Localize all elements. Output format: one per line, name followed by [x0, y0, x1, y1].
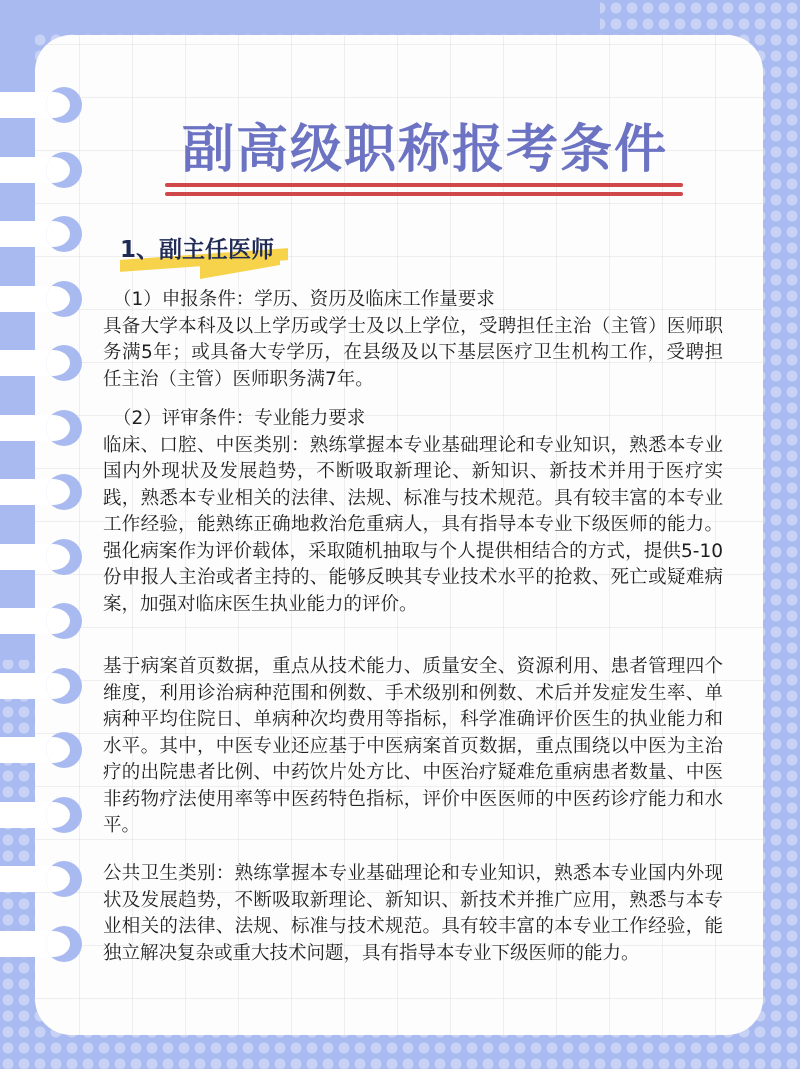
binder-ring: [0, 859, 90, 899]
crescent-ring-icon: [46, 410, 82, 446]
crescent-ring-icon: [46, 861, 82, 897]
binder-ring: [0, 666, 90, 706]
section-heading-text: 1、副主任医师: [120, 237, 275, 263]
binder-ring: [0, 150, 90, 190]
crescent-ring-icon: [46, 732, 82, 768]
crescent-ring-icon: [46, 926, 82, 962]
background-plain-area: [0, 0, 600, 30]
crescent-ring-icon: [46, 474, 82, 510]
binder-ring: [0, 924, 90, 964]
crescent-ring-icon: [46, 152, 82, 188]
crescent-ring-icon: [46, 539, 82, 575]
page-title: 副高级职称报考条件: [181, 120, 668, 180]
binder-ring: [0, 795, 90, 835]
binder-ring: [0, 279, 90, 319]
binder-ring: [0, 85, 90, 125]
crescent-ring-icon: [46, 603, 82, 639]
condition-subheading: （1）申报条件：学历、资历及临床工作量要求: [113, 289, 495, 310]
title-underline: [165, 183, 683, 187]
condition-block-1: [103, 287, 723, 393]
binder-ring: [0, 343, 90, 383]
binder-ring: [0, 537, 90, 577]
binder-ring: [0, 472, 90, 512]
binder-ring: [0, 214, 90, 254]
condition-paragraph: 公共卫生类别：熟练掌握本专业基础理论和专业知识，熟悉本专业国内外现状及发展趋势，不断吸取新理论、新知识、新技术并推广应用，熟悉与本专业相关的法律、法规、标准与技术规范。具有较丰富的本专业工作经验，能独立解决复杂或重大技术问题，具有指导本专业下级医师的能力。: [103, 863, 723, 964]
condition-paragraph: 基于病案首页数据，重点从技术能力、质量安全、资源利用、患者管理四个维度，利用诊治病种范围和例数、手术级别和例数、术后并发症发生率、单病种平均住院日、单病种次均费用等指标，科学准确评价医生的执业能力和水平。其中，中医专业还应基于中医病案首页数据，重点围绕以中医为主治疗的出院患者比例、中药饮片处方比、中医治疗疑难危重病患者数量、中医非药物疗法使用率等中医药特色指标，评价中医医师的中医药诊疗能力和水平。: [103, 656, 723, 836]
binder-ring: [0, 601, 90, 641]
crescent-ring-icon: [46, 216, 82, 252]
condition-block-2-cont: [103, 654, 723, 840]
condition-paragraph: 具备大学本科及以上学历或学士及以上学位，受聘担任主治（主管）医师职务满5年；或具备大专学历，在县级及以下基层医疗卫生机构工作，受聘担任主治（主管）医师职务满7年。: [103, 315, 723, 390]
crescent-ring-icon: [46, 281, 82, 317]
condition-block-2: [103, 406, 723, 618]
binder-ring: [0, 408, 90, 448]
crescent-ring-icon: [46, 345, 82, 381]
condition-subheading: （2）评审条件：专业能力要求: [113, 408, 366, 429]
crescent-ring-icon: [46, 87, 82, 123]
condition-paragraph: 临床、口腔、中医类别：熟练掌握本专业基础理论和专业知识，熟悉本专业国内外现状及发展趋势，不断吸取新理论、新知识、新技术并用于医疗实践，熟悉本专业相关的法律、法规、标准与技术规范。具有较丰富的本专业工作经验，能熟练正确地救治危重病人，具有指导本专业下级医师的能力。强化病案作为评价载体，采取随机抽取与个人提供相结合的方式，提供5-10份申报人主治或者主持的、能够反映其专业技术水平的抢救、死亡或疑难病案，加强对临床医生执业能力的评价。: [103, 434, 723, 615]
crescent-ring-icon: [46, 668, 82, 704]
crescent-ring-icon: [46, 797, 82, 833]
section-heading: [120, 232, 274, 272]
condition-block-2-public-health: [103, 861, 723, 967]
title-underline: [165, 192, 683, 196]
binder-ring: [0, 730, 90, 770]
